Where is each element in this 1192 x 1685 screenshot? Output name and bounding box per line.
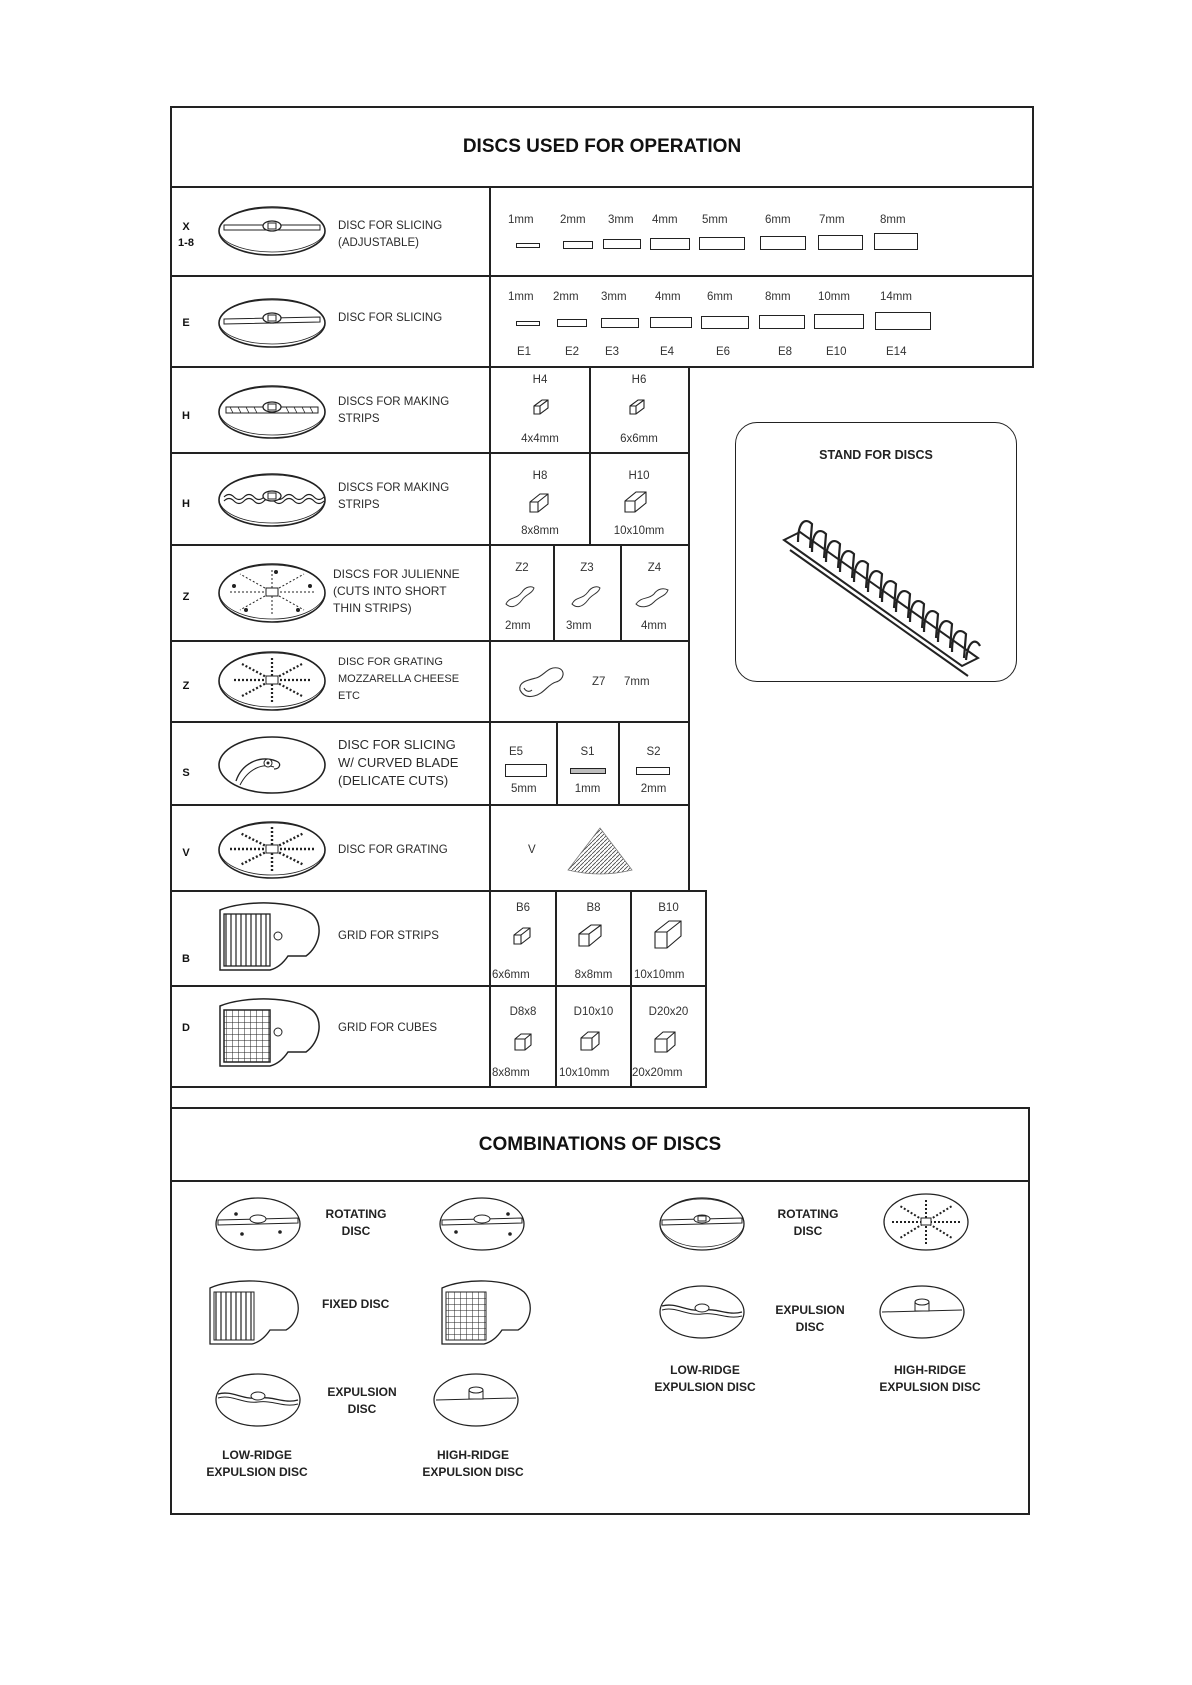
grating-disc-icon	[216, 818, 328, 882]
slicing-disc-adjustable-icon	[216, 203, 328, 259]
combo-left-rotating-label: ROTATING DISC	[325, 1207, 387, 1238]
cell-size: 8x8mm	[574, 969, 613, 981]
size-label: 8mm	[880, 214, 906, 226]
strip-shape-icon	[626, 398, 650, 418]
rotating-disc-icon	[436, 1194, 528, 1254]
row-d-description: GRID FOR CUBES	[338, 1022, 438, 1034]
cube-shape-icon	[652, 1030, 680, 1056]
disc-stand-icon	[772, 500, 1012, 678]
cell-code: B8	[586, 902, 601, 914]
disc-code-label: E10	[826, 346, 847, 358]
row-v-description: DISC FOR GRATING	[338, 844, 448, 856]
combo-fixed-disc-label: FIXED DISC	[322, 1297, 390, 1311]
size-label: 3mm	[608, 214, 634, 226]
row-b-code: B	[182, 953, 190, 965]
cube-grid-icon	[436, 1274, 536, 1354]
disc-code-label: E2	[565, 346, 580, 358]
cell-size: 1mm	[574, 783, 601, 795]
slicing-disc-icon	[216, 295, 328, 351]
cell-code: Z7	[592, 676, 606, 688]
disc-code-label: E4	[660, 346, 675, 358]
size-label: 7mm	[819, 214, 845, 226]
slice-thickness-swatch	[650, 238, 690, 250]
slice-thickness-swatch	[760, 236, 806, 250]
cell-size: 10x10mm	[613, 525, 665, 537]
cell-code: B10	[658, 902, 679, 914]
stand-title: STAND FOR DISCS	[819, 448, 933, 462]
size-label: 6mm	[707, 291, 733, 303]
combo-right-low-ridge-label: LOW-RIDGE EXPULSION DISC	[654, 1363, 756, 1394]
slice-thickness-swatch	[874, 233, 918, 250]
cell-size: 2mm	[505, 620, 531, 632]
size-label: 4mm	[655, 291, 681, 303]
strip-shape-icon	[526, 492, 554, 516]
julienne-shape-icon	[502, 582, 538, 610]
julienne-shape-icon	[568, 582, 604, 610]
row-z1-description: DISCS FOR JULIENNE (CUTS INTO SHORT THIN STRIPS)	[333, 567, 460, 615]
slice-thickness-swatch	[563, 241, 593, 249]
slice-thickness-swatch	[759, 315, 805, 329]
strip-disc-icon	[216, 382, 328, 442]
disc-code-label: E3	[605, 346, 620, 358]
cell-size: 20x20mm	[632, 1067, 683, 1079]
row-s-code: S	[182, 767, 190, 779]
rotating-disc-icon	[656, 1194, 748, 1254]
strip-shape-icon	[575, 922, 607, 950]
size-label: 14mm	[880, 291, 912, 303]
strip-shape-icon	[510, 926, 536, 948]
combo-right-expulsion-label: EXPULSION DISC	[775, 1303, 845, 1334]
disc-code-label: E6	[716, 346, 731, 358]
row-v-code: V	[182, 847, 190, 859]
page-title: DISCS USED FOR OPERATION	[462, 136, 742, 157]
cell-code: S2	[646, 746, 661, 758]
cube-grid-icon	[214, 992, 326, 1076]
row-h1-description: DISCS FOR MAKING STRIPS	[338, 396, 450, 425]
row-e-description: DISC FOR SLICING	[338, 312, 443, 324]
disc-code-label: E1	[517, 346, 532, 358]
size-label: 10mm	[818, 291, 850, 303]
slice-thickness-swatch	[814, 314, 864, 329]
row-x-code: X	[182, 221, 190, 233]
row-z1-code: Z	[182, 591, 190, 603]
slice-thickness-swatch	[516, 243, 540, 248]
cell-size: 7mm	[624, 676, 650, 688]
slice-thickness-swatch	[557, 319, 587, 327]
combo-left-expulsion-label: EXPULSION DISC	[327, 1385, 397, 1416]
cube-shape-icon	[512, 1032, 536, 1054]
row-z2-description: DISC FOR GRATING MOZZARELLA CHEESE ETC	[338, 656, 460, 702]
cell-code: B6	[515, 902, 531, 914]
slice-thickness-swatch	[601, 318, 639, 328]
slice-thickness-swatch	[650, 317, 692, 328]
disc-code-label: E14	[886, 346, 907, 358]
size-label: 8mm	[765, 291, 791, 303]
cell-code: Z4	[647, 562, 662, 574]
grating-disc-mozzarella-icon	[216, 648, 328, 714]
cell-code: S1	[580, 746, 595, 758]
strip-shape-icon	[651, 918, 687, 952]
combo-left-low-ridge-label: LOW-RIDGE EXPULSION DISC	[206, 1448, 308, 1479]
low-ridge-expulsion-disc-icon	[212, 1370, 304, 1430]
cell-code: V	[528, 844, 536, 856]
cube-shape-icon	[578, 1030, 604, 1054]
slice-thickness-swatch	[570, 768, 606, 774]
slice-thickness-swatch	[818, 235, 863, 250]
row-x-code-range: 1-8	[178, 237, 194, 249]
strip-grid-icon	[214, 896, 326, 980]
row-b-description: GRID FOR STRIPS	[338, 930, 439, 942]
row-d-code: D	[182, 1022, 190, 1034]
cell-code: D20x20	[648, 1006, 689, 1018]
cell-code: Z2	[515, 562, 529, 574]
size-label: 1mm	[508, 214, 534, 226]
row-x-description: DISC FOR SLICING (ADJUSTABLE)	[338, 220, 443, 249]
curved-blade-disc-icon	[216, 733, 328, 797]
combo-left-high-ridge-label: HIGH-RIDGE EXPULSION DISC	[422, 1448, 524, 1479]
row-h2-code: H	[182, 498, 190, 510]
slice-thickness-swatch	[699, 237, 745, 250]
cell-code: H4	[532, 374, 548, 386]
strip-grid-icon	[204, 1274, 304, 1354]
cell-code: E5	[509, 746, 524, 758]
cell-size: 3mm	[566, 620, 592, 632]
cell-size: 5mm	[511, 783, 537, 795]
cell-code: D8x8	[509, 1006, 537, 1018]
slice-thickness-swatch	[603, 239, 641, 249]
size-label: 1mm	[508, 291, 534, 303]
cell-size: 4mm	[641, 620, 667, 632]
cell-size: 6x6mm	[620, 433, 658, 445]
cell-size: 10x10mm	[634, 969, 685, 981]
row-h2-description: DISCS FOR MAKING STRIPS	[338, 482, 450, 511]
cell-size: 4x4mm	[521, 433, 559, 445]
row-z2-code: Z	[182, 680, 190, 692]
size-label: 5mm	[702, 214, 728, 226]
slice-thickness-swatch	[636, 767, 670, 775]
high-ridge-expulsion-disc-icon	[876, 1282, 968, 1342]
high-ridge-expulsion-disc-icon	[430, 1370, 522, 1430]
cell-code: D10x10	[573, 1006, 614, 1018]
slice-thickness-swatch	[505, 764, 547, 777]
cell-size: 8x8mm	[521, 525, 559, 537]
slice-thickness-swatch	[701, 316, 749, 329]
combo-right-rotating-label: ROTATING DISC	[777, 1207, 839, 1238]
cell-code: H10	[628, 470, 650, 482]
size-label: 2mm	[560, 214, 586, 226]
row-s-description: DISC FOR SLICING W/ CURVED BLADE (DELICATE CUTS)	[338, 737, 459, 788]
combinations-title: COMBINATIONS OF DISCS	[478, 1134, 722, 1155]
cell-code: Z3	[580, 562, 594, 574]
strip-shape-icon	[530, 398, 554, 418]
cell-size: 8x8mm	[492, 1067, 530, 1079]
grating-disc-icon	[880, 1190, 972, 1254]
size-label: 3mm	[601, 291, 627, 303]
rotating-disc-icon	[212, 1194, 304, 1254]
strip-disc-wavy-icon	[216, 470, 328, 530]
mozzarella-shape-icon	[514, 660, 568, 700]
strip-shape-icon	[621, 490, 651, 516]
cell-code: H6	[631, 374, 647, 386]
size-label: 6mm	[765, 214, 791, 226]
row-h1-code: H	[182, 410, 190, 422]
row-e-code: E	[182, 317, 190, 329]
size-label: 2mm	[553, 291, 579, 303]
slice-thickness-swatch	[516, 321, 540, 326]
slice-thickness-swatch	[875, 312, 931, 330]
julienne-disc-icon	[216, 560, 328, 626]
combo-right-high-ridge-label: HIGH-RIDGE EXPULSION DISC	[879, 1363, 981, 1394]
cell-code: H8	[532, 470, 548, 482]
disc-code-label: E8	[778, 346, 793, 358]
cell-size: 6x6mm	[492, 969, 530, 981]
julienne-shape-icon	[632, 582, 672, 610]
grated-pile-icon	[564, 822, 636, 878]
cell-size: 10x10mm	[559, 1067, 610, 1079]
low-ridge-expulsion-disc-icon	[656, 1282, 748, 1342]
size-label: 4mm	[652, 214, 678, 226]
cell-size: 2mm	[640, 783, 667, 795]
